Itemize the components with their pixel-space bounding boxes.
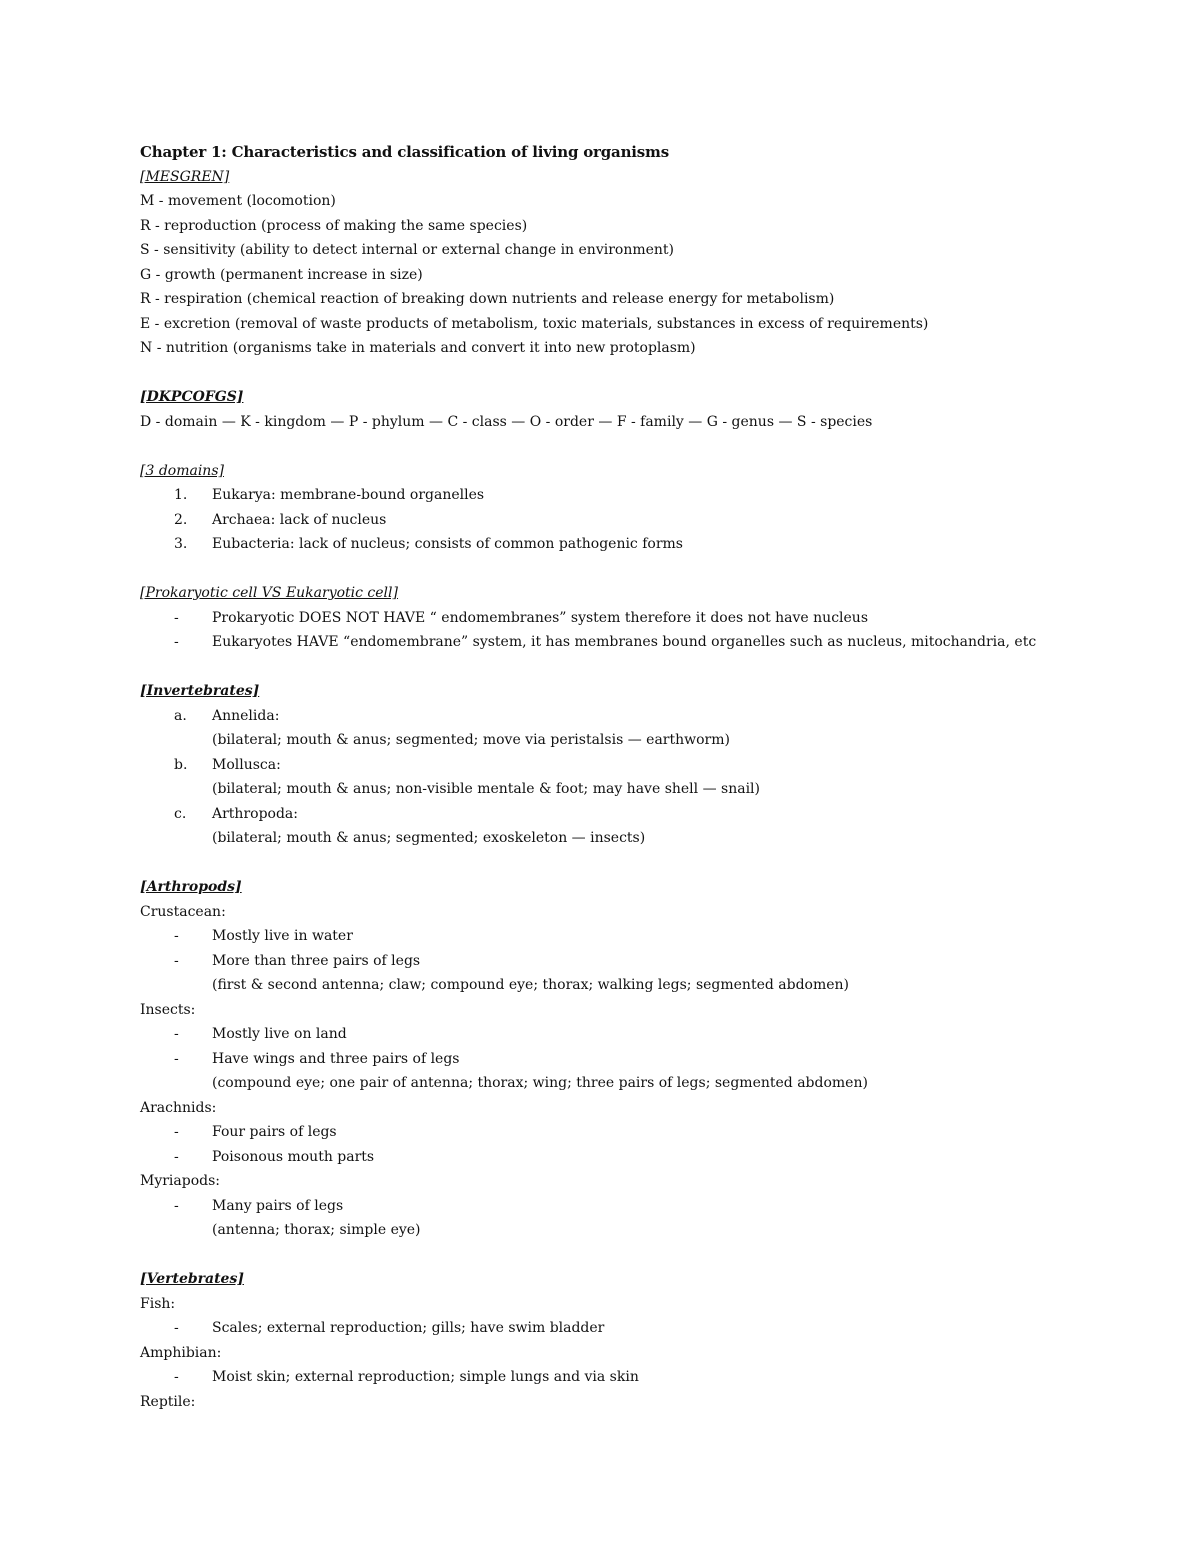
list-item-text: Four pairs of legs bbox=[212, 1124, 337, 1140]
group-label: Crustacean: bbox=[140, 903, 226, 920]
chapter-title: Chapter 1: Characteristics and classification of living organisms bbox=[140, 143, 669, 161]
dkpcofgs-heading: [DKPCOFGS] bbox=[140, 389, 244, 405]
list-item bbox=[140, 1047, 1100, 1072]
mesgren-item: R - respiration (chemical reaction of breaking down nutrients and release energy for metabolism) bbox=[140, 291, 835, 307]
group-label: Arachnids: bbox=[140, 1099, 217, 1116]
list-item bbox=[140, 1120, 1100, 1145]
list-item-text: Have wings and three pairs of legs bbox=[212, 1050, 460, 1067]
group-label: Insects: bbox=[140, 1001, 196, 1018]
list-item bbox=[140, 1365, 1100, 1390]
bullet-marker: - bbox=[174, 1320, 179, 1336]
list-item-text: Eubacteria: lack of nucleus; consists of common pathogenic forms bbox=[212, 536, 683, 552]
document-page bbox=[140, 140, 1100, 1414]
list-item bbox=[140, 508, 1100, 533]
invertebrates-heading: [Invertebrates] bbox=[140, 683, 260, 699]
arthropods-heading: [Arthropods] bbox=[140, 879, 242, 895]
list-marker: 1. bbox=[174, 487, 188, 503]
list-item bbox=[140, 1145, 1100, 1170]
mesgren-item: R - reproduction (process of making the same species) bbox=[140, 217, 528, 234]
bullet-marker: - bbox=[174, 952, 179, 969]
list-marker: a. bbox=[174, 707, 187, 724]
list-item-text: Moist skin; external reproduction; simple lungs and via skin bbox=[212, 1369, 639, 1385]
list-item-detail: (first & second antenna; claw; compound eye; thorax; walking legs; segmented abdomen) bbox=[212, 977, 850, 993]
list-item-text: Prokaryotic DOES NOT HAVE “ endomembranes” system therefore it does not have nucleus bbox=[212, 609, 868, 626]
list-item-text: Mostly live on land bbox=[212, 1026, 347, 1042]
mesgren-item: E - excretion (removal of waste products of metabolism, toxic materials, substances in excess of requirements) bbox=[140, 315, 929, 332]
list-item bbox=[140, 753, 1100, 778]
mesgren-heading: [MESGREN] bbox=[140, 168, 230, 185]
mesgren-item: N - nutrition (organisms take in materials and convert it into new protoplasm) bbox=[140, 340, 696, 356]
list-item bbox=[140, 606, 1100, 631]
list-item-detail: (bilateral; mouth & anus; segmented; move via peristalsis — earthworm) bbox=[212, 732, 730, 748]
list-item-detail: (antenna; thorax; simple eye) bbox=[212, 1222, 421, 1238]
list-item-detail: (bilateral; mouth & anus; non-visible mentale & foot; may have shell — snail) bbox=[212, 781, 760, 797]
bullet-marker: - bbox=[174, 1124, 179, 1140]
list-marker: c. bbox=[174, 805, 187, 822]
list-item-text: Archaea: lack of nucleus bbox=[212, 511, 387, 528]
bullet-marker: - bbox=[174, 609, 179, 626]
list-marker: b. bbox=[174, 756, 188, 773]
list-item-text: More than three pairs of legs bbox=[212, 952, 421, 969]
bullet-marker: - bbox=[174, 634, 179, 650]
list-item-detail: (compound eye; one pair of antenna; thorax; wing; three pairs of legs; segmented abdomen) bbox=[212, 1075, 868, 1091]
list-item-text: Eukaryotes HAVE “endomembrane” system, it has membranes bound organelles such as nucleus, mitochandria, etc bbox=[212, 634, 1037, 650]
list-item-text: Mostly live in water bbox=[212, 928, 353, 944]
list-item-text: Arthropoda: bbox=[212, 805, 298, 822]
list-item bbox=[140, 949, 1100, 974]
list-item-text: Eukarya: membrane-bound organelles bbox=[212, 487, 485, 503]
cells-heading: [Prokaryotic cell VS Eukaryotic cell] bbox=[140, 585, 398, 601]
list-item bbox=[140, 802, 1100, 827]
list-item-text: Annelida: bbox=[212, 707, 280, 724]
list-item bbox=[140, 1194, 1100, 1219]
list-item-text: Scales; external reproduction; gills; have swim bladder bbox=[212, 1320, 605, 1336]
mesgren-item: G - growth (permanent increase in size) bbox=[140, 266, 423, 283]
bullet-marker: - bbox=[174, 1197, 179, 1214]
list-item-text: Many pairs of legs bbox=[212, 1197, 344, 1214]
mesgren-item: M - movement (locomotion) bbox=[140, 193, 336, 209]
list-item-text: Poisonous mouth parts bbox=[212, 1148, 375, 1165]
mesgren-item: S - sensitivity (ability to detect internal or external change in environment) bbox=[140, 242, 675, 258]
vertebrates-heading: [Vertebrates] bbox=[140, 1271, 244, 1287]
group-label: Myriapods: bbox=[140, 1173, 221, 1189]
domains-heading: [3 domains] bbox=[140, 462, 224, 479]
list-item bbox=[140, 532, 1100, 557]
list-marker: 3. bbox=[174, 536, 188, 552]
bullet-marker: - bbox=[174, 928, 179, 944]
list-item-detail: (bilateral; mouth & anus; segmented; exoskeleton — insects) bbox=[212, 830, 646, 846]
list-item bbox=[140, 1022, 1100, 1047]
list-item bbox=[140, 924, 1100, 949]
bullet-marker: - bbox=[174, 1369, 179, 1385]
bullet-marker: - bbox=[174, 1026, 179, 1042]
bullet-marker: - bbox=[174, 1050, 179, 1067]
bullet-marker: - bbox=[174, 1148, 179, 1165]
list-marker: 2. bbox=[174, 511, 188, 528]
group-label: Amphibian: bbox=[140, 1344, 222, 1361]
list-item bbox=[140, 483, 1100, 508]
group-label: Fish: bbox=[140, 1295, 176, 1312]
taxonomy-ranks-line: D - domain — K - kingdom — P - phylum — C - class — O - order — F - family — G - genus — S - species bbox=[140, 413, 873, 430]
list-item-text: Mollusca: bbox=[212, 756, 281, 773]
group-label: Reptile: bbox=[140, 1393, 196, 1410]
list-item bbox=[140, 704, 1100, 729]
list-item bbox=[140, 630, 1100, 655]
list-item bbox=[140, 1316, 1100, 1341]
